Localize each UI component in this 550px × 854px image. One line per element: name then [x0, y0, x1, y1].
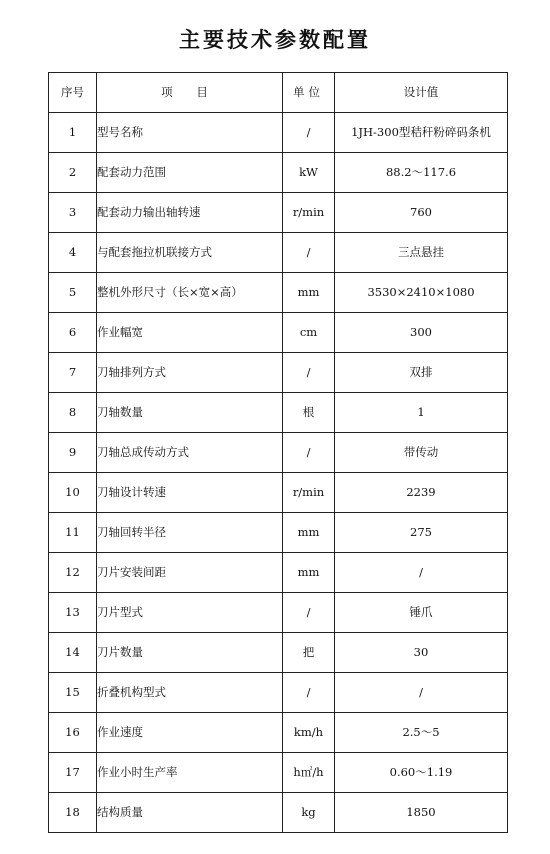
table-row — [49, 793, 508, 833]
cell-no: 8 — [49, 393, 97, 433]
cell-no: 1 — [49, 113, 97, 153]
cell-value: 2.5～5 — [335, 713, 508, 753]
table-row — [49, 473, 508, 513]
cell-value: 锤爪 — [335, 593, 508, 633]
cell-value: 300 — [335, 313, 508, 353]
cell-value: 1JH-300型秸秆粉碎码条机 — [335, 113, 508, 153]
cell-unit: mm — [283, 553, 335, 593]
cell-item: 折叠机构型式 — [97, 673, 283, 713]
cell-no: 14 — [49, 633, 97, 673]
cell-value: 双排 — [335, 353, 508, 393]
cell-no: 13 — [49, 593, 97, 633]
table-row — [49, 353, 508, 393]
cell-value: 3530×2410×1080 — [335, 273, 508, 313]
cell-no: 11 — [49, 513, 97, 553]
cell-no: 7 — [49, 353, 97, 393]
table-row — [49, 233, 508, 273]
cell-unit: / — [283, 113, 335, 153]
cell-unit: / — [283, 673, 335, 713]
table-row — [49, 513, 508, 553]
cell-item: 作业小时生产率 — [97, 753, 283, 793]
cell-no: 12 — [49, 553, 97, 593]
cell-value: 88.2～117.6 — [335, 153, 508, 193]
cell-item: 与配套拖拉机联接方式 — [97, 233, 283, 273]
cell-no: 9 — [49, 433, 97, 473]
cell-unit: 把 — [283, 633, 335, 673]
table-row — [49, 713, 508, 753]
cell-item: 刀轴数量 — [97, 393, 283, 433]
header-unit: 单位 — [283, 73, 335, 113]
cell-item: 刀片安装间距 — [97, 553, 283, 593]
table-body — [49, 113, 508, 833]
cell-unit: kW — [283, 153, 335, 193]
spec-table — [48, 72, 508, 833]
table-row — [49, 113, 508, 153]
table-row — [49, 153, 508, 193]
cell-no: 17 — [49, 753, 97, 793]
cell-item: 整机外形尺寸（长×宽×高） — [97, 273, 283, 313]
header-no: 序号 — [49, 73, 97, 113]
table-row — [49, 313, 508, 353]
table-row — [49, 633, 508, 673]
cell-value: 30 — [335, 633, 508, 673]
cell-unit: km/h — [283, 713, 335, 753]
cell-item: 刀轴排列方式 — [97, 353, 283, 393]
cell-unit: / — [283, 353, 335, 393]
cell-unit: mm — [283, 273, 335, 313]
header-item: 项 目 — [97, 73, 283, 113]
cell-unit: 根 — [283, 393, 335, 433]
cell-unit: kg — [283, 793, 335, 833]
cell-unit: / — [283, 593, 335, 633]
page-title: 主要技术参数配置 — [179, 27, 371, 52]
table-row — [49, 673, 508, 713]
cell-no: 6 — [49, 313, 97, 353]
cell-item: 作业速度 — [97, 713, 283, 753]
table-row — [49, 753, 508, 793]
table-row — [49, 593, 508, 633]
cell-value: / — [335, 673, 508, 713]
cell-item: 型号名称 — [97, 113, 283, 153]
cell-no: 4 — [49, 233, 97, 273]
cell-item: 配套动力范围 — [97, 153, 283, 193]
cell-no: 18 — [49, 793, 97, 833]
cell-unit: / — [283, 433, 335, 473]
cell-item: 刀轴总成传动方式 — [97, 433, 283, 473]
header-value: 设计值 — [335, 73, 508, 113]
cell-value: 760 — [335, 193, 508, 233]
cell-value: 1850 — [335, 793, 508, 833]
cell-value: 带传动 — [335, 433, 508, 473]
table-row — [49, 553, 508, 593]
cell-no: 10 — [49, 473, 97, 513]
cell-unit: r/min — [283, 473, 335, 513]
cell-item: 刀轴设计转速 — [97, 473, 283, 513]
cell-no: 2 — [49, 153, 97, 193]
cell-no: 15 — [49, 673, 97, 713]
cell-unit: cm — [283, 313, 335, 353]
table-row — [49, 193, 508, 233]
cell-item: 配套动力输出轴转速 — [97, 193, 283, 233]
table-row — [49, 433, 508, 473]
cell-unit: / — [283, 233, 335, 273]
cell-item: 刀片型式 — [97, 593, 283, 633]
cell-no: 3 — [49, 193, 97, 233]
cell-value: 0.60～1.19 — [335, 753, 508, 793]
table-row — [49, 393, 508, 433]
cell-unit: h㎡/h — [283, 753, 335, 793]
table-row — [49, 273, 508, 313]
cell-value: 275 — [335, 513, 508, 553]
cell-item: 刀片数量 — [97, 633, 283, 673]
cell-item: 结构质量 — [97, 793, 283, 833]
cell-value: 1 — [335, 393, 508, 433]
cell-no: 5 — [49, 273, 97, 313]
cell-value: / — [335, 553, 508, 593]
cell-value: 2239 — [335, 473, 508, 513]
cell-item: 刀轴回转半径 — [97, 513, 283, 553]
cell-value: 三点悬挂 — [335, 233, 508, 273]
cell-no: 16 — [49, 713, 97, 753]
cell-item: 作业幅宽 — [97, 313, 283, 353]
cell-unit: r/min — [283, 193, 335, 233]
cell-unit: mm — [283, 513, 335, 553]
table-header-row — [49, 73, 508, 113]
